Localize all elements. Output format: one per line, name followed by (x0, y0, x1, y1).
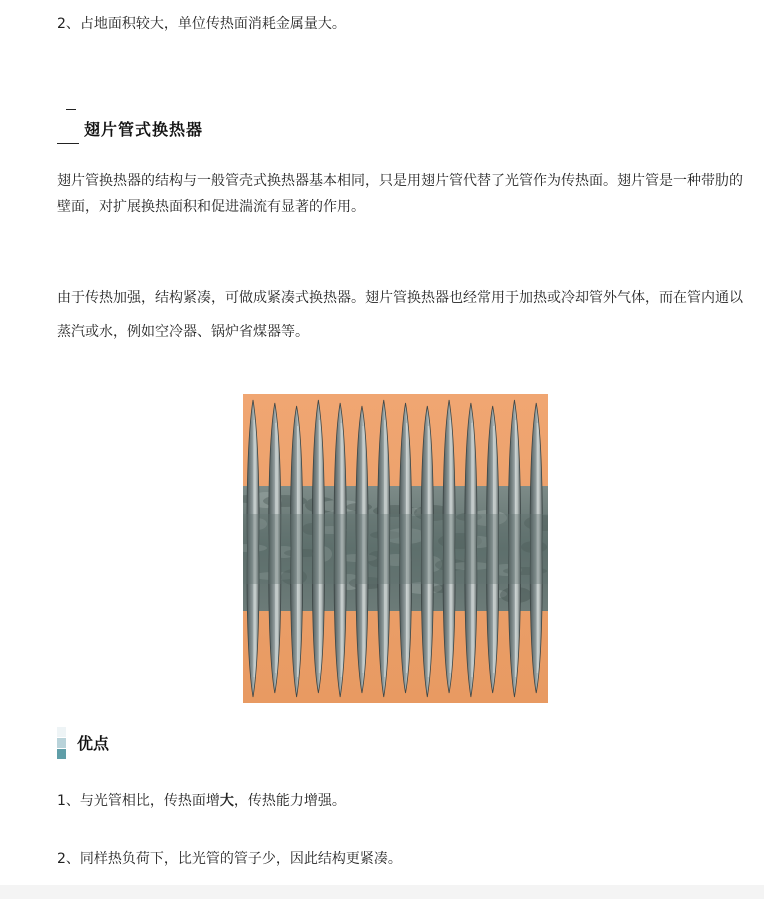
disadvantage-item-2: 2、占地面积较大，单位传热面消耗金属量大。 (57, 16, 346, 32)
heading-color-block-mid (57, 738, 66, 748)
page-footer-bar (0, 885, 764, 899)
section-heading-finned-tube (57, 104, 357, 150)
heading-color-block-dark (57, 749, 66, 759)
advantage-item-1 (57, 789, 346, 813)
section-heading-advantages (57, 727, 257, 761)
finned-tube-illustration (243, 394, 548, 703)
heading-color-block-light (57, 727, 66, 737)
heading-title: 翅片管式换热器 (84, 120, 204, 139)
heading-title: 优点 (77, 734, 110, 753)
heading-decoration-mark (66, 109, 76, 110)
finned-tube-image (243, 394, 548, 703)
advantage-emphasis: 大 (219, 793, 234, 809)
advantage-text: 1、与光管相比，传热面增 (57, 793, 220, 809)
intro-paragraph: 翅片管换热器的结构与一般管壳式换热器基本相同，只是用翅片管代替了光管作为传热面。翅片管是一种带肋的壁面，对扩展换热面积和促进湍流有显著的作用。 (57, 173, 743, 215)
tube-core-overlay (243, 514, 548, 584)
advantage-text: ，传热能力增强。 (233, 793, 346, 809)
features-paragraph: 由于传热加强，结构紧凑，可做成紧凑式换热器。翅片管换热器也经常用于加热或冷却管外气体，而在管内通以蒸汽或水，例如空冷器、锅炉省煤器等。 (57, 290, 743, 340)
advantage-item-2: 2、同样热负荷下，比光管的管子少，因此结构更紧凑。 (57, 851, 402, 867)
heading-decoration-underline (57, 143, 79, 144)
